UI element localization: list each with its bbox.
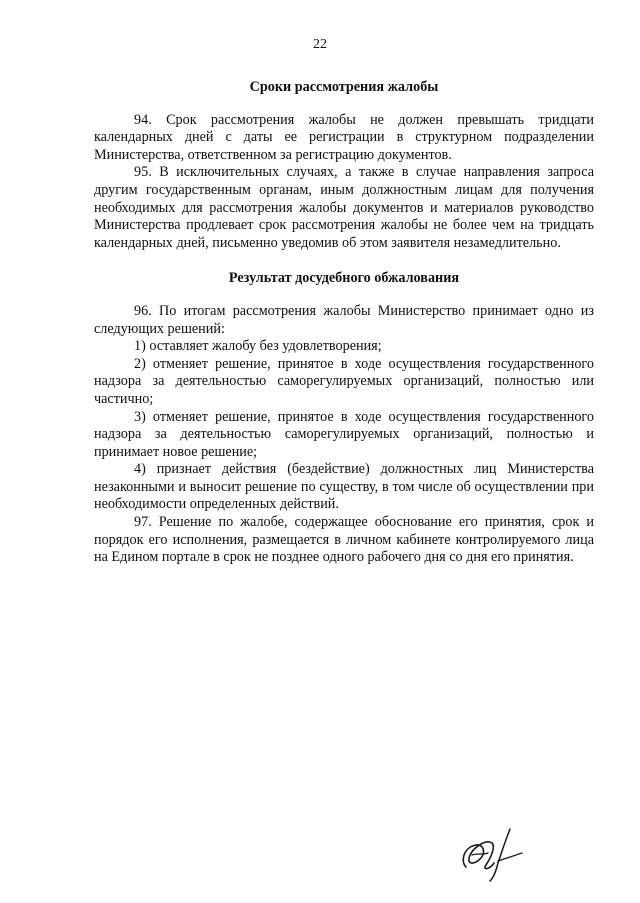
- list-item-2: 2) отменяет решение, принятое в ходе осуществления государственного надзора за деятельностью саморегулируемых организаций, полностью или частично;: [94, 355, 594, 407]
- handwritten-signature: [452, 825, 534, 885]
- list-item-4: 4) признает действия (бездействие) должностных лиц Министерства незаконными и выносит решение по существу, в том числе об осуществлении при необходимости определенных действий.: [94, 461, 594, 513]
- list-item-3: 3) отменяет решение, принятое в ходе осуществления государственного надзора за деятельностью саморегулируемых организаций, полностью и принимает новое решение;: [94, 408, 594, 460]
- page-number: 22: [313, 37, 327, 52]
- paragraph-94: 94. Срок рассмотрения жалобы не должен превышать тридцати календарных дней с даты ее регистрации в структурном подразделении Министерства, ответственном за регистрацию документов.: [94, 111, 594, 163]
- section-heading-review-period: Сроки рассмотрения жалобы: [249, 79, 439, 95]
- document-body: [94, 79, 594, 567]
- list-item-1: 1) оставляет жалобу без удовлетворения;: [134, 338, 382, 355]
- section-heading-appeal-result: Результат досудебного обжалования: [228, 270, 460, 287]
- paragraph-97: 97. Решение по жалобе, содержащее обоснование его принятия, срок и порядок его исполнения, размещается в личном кабинете контролируемого лица на Едином портале в срок не позднее одного рабочего дня со дня его принятия.: [94, 514, 594, 566]
- paragraph-96: 96. По итогам рассмотрения жалобы Министерство принимает одно из следующих решений:: [94, 302, 594, 337]
- paragraph-95: 95. В исключительных случаях, а также в случае направления запроса другим государственным органам, иным должностным лицам для получения необходимых для рассмотрения жалобы документов и материалов руководство Министерства продлевает срок рассмотрения жалобы не более чем на тридцать календарных дней, письменно уведомив об этом заявителя незамедлительно.: [94, 164, 594, 251]
